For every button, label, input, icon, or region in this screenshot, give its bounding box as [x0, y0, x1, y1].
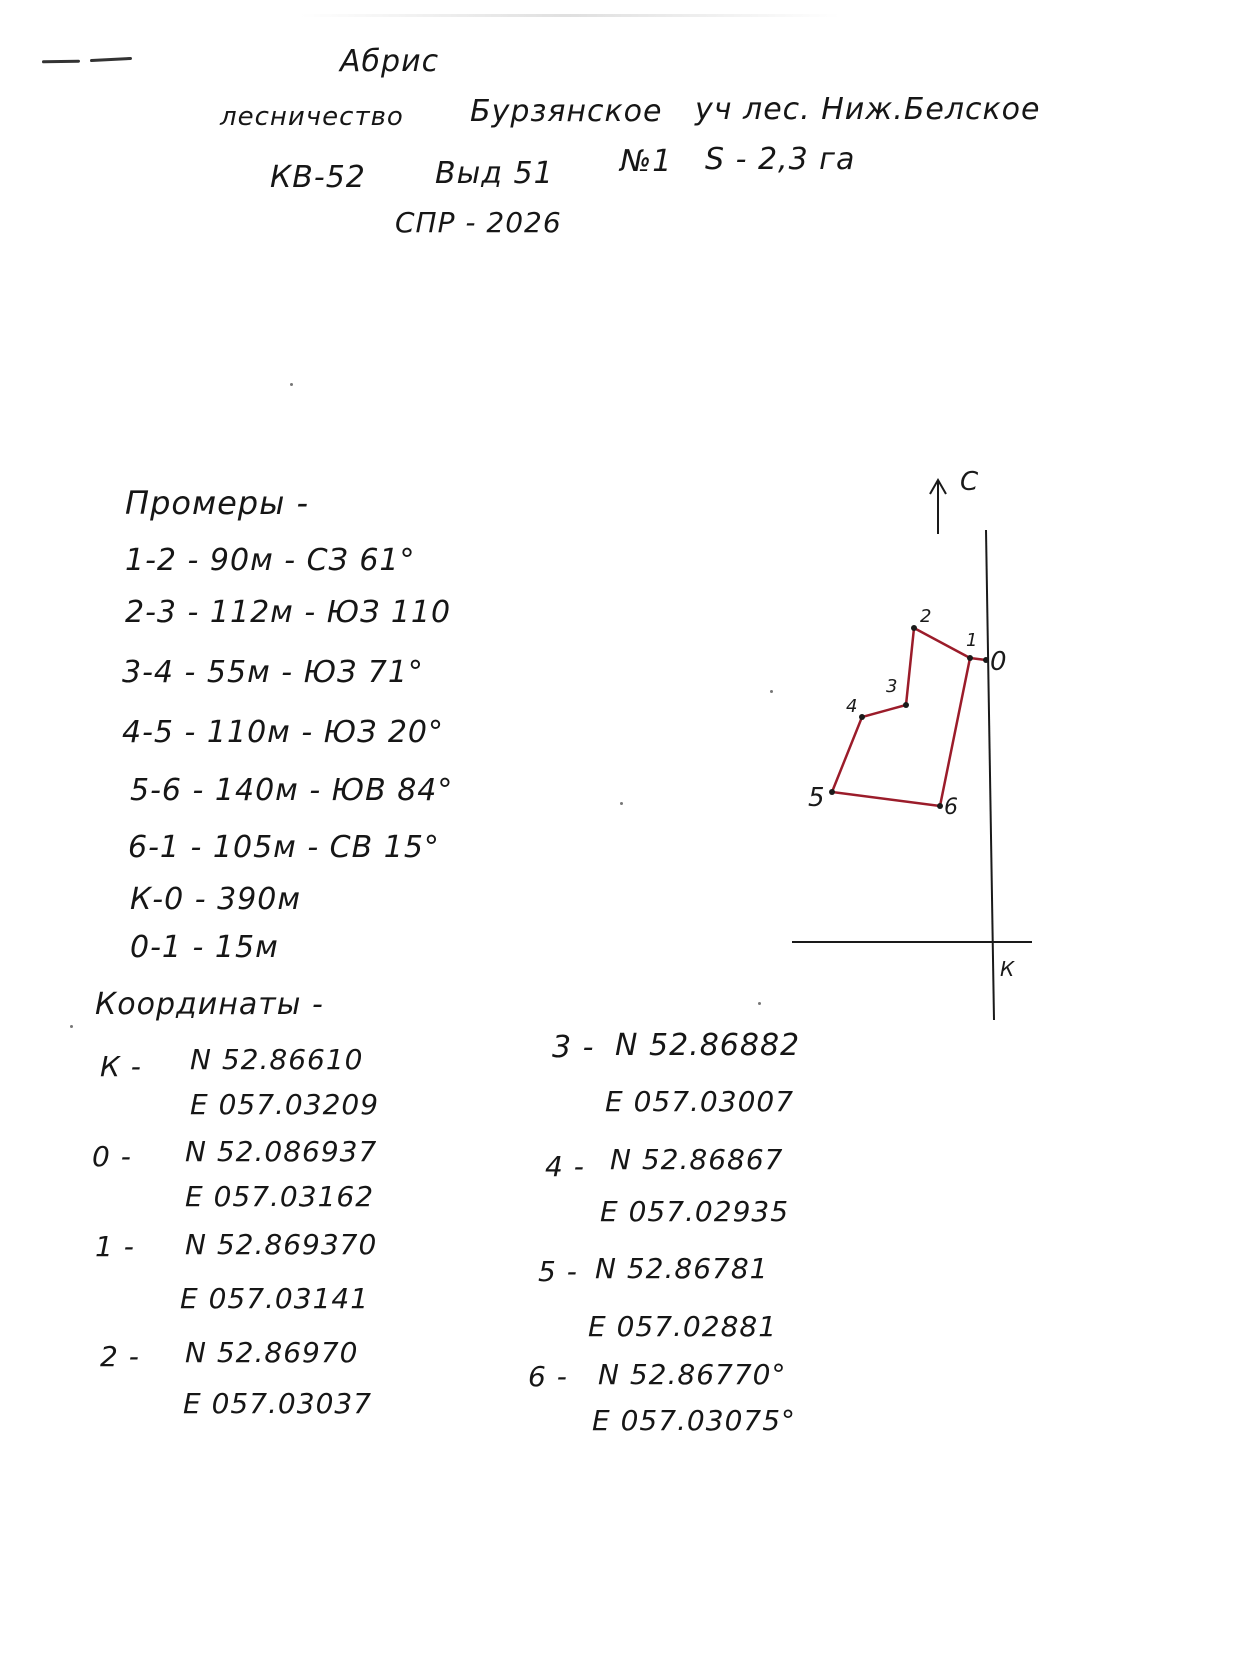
vertex-label: 1 — [966, 630, 978, 651]
scan-speck — [290, 383, 293, 386]
coord-longitude: E 057.03075° — [592, 1404, 797, 1437]
measurement-row: 1-2 - 90м - СЗ 61° — [125, 543, 416, 578]
vertex-marker — [903, 702, 909, 708]
start-point-label: К — [1000, 957, 1015, 981]
abris-title: Абрис — [340, 44, 440, 79]
coord-point-label: 0 - — [92, 1140, 132, 1173]
scan-edge-shadow — [300, 14, 840, 17]
coord-latitude: N 52.086937 — [185, 1135, 378, 1168]
coord-point-label: 1 - — [95, 1230, 135, 1263]
vertex-label: 3 — [886, 676, 898, 697]
plot-area: S - 2,3 га — [705, 142, 856, 177]
coord-point-label: 2 - — [100, 1340, 140, 1373]
coord-point-label: 3 - — [552, 1030, 595, 1065]
coord-latitude: N 52.86882 — [615, 1028, 801, 1063]
coord-latitude: N 52.86970 — [185, 1336, 359, 1369]
coord-longitude: E 057.03141 — [180, 1282, 370, 1315]
coord-latitude: N 52.86867 — [610, 1143, 784, 1176]
measurement-row: 0-1 - 15м — [130, 930, 279, 965]
quarter-number: КВ-52 — [270, 160, 366, 195]
coord-longitude: E 057.03007 — [605, 1085, 795, 1118]
coord-point-label: 5 - — [538, 1255, 578, 1288]
forestry-name: Бурзянское — [470, 94, 663, 129]
measurements-heading: Промеры - — [125, 484, 310, 522]
scribble-mark — [90, 57, 132, 62]
vertex-marker — [829, 789, 835, 795]
coord-longitude: E 057.02881 — [588, 1310, 778, 1343]
spr-year: СПР - 2026 — [395, 206, 562, 239]
vertical-axis-line — [986, 530, 994, 1020]
vertex-marker — [983, 657, 989, 663]
vertex-marker — [911, 625, 917, 631]
measurement-row: 5-6 - 140м - ЮВ 84° — [130, 773, 454, 808]
coord-longitude: E 057.03162 — [185, 1180, 375, 1213]
vertex-label: 5 — [808, 783, 825, 813]
coord-latitude: N 52.86770° — [598, 1358, 787, 1391]
measurement-row: 6-1 - 105м - СВ 15° — [128, 830, 440, 865]
coord-point-label: 4 - — [545, 1150, 585, 1183]
coord-point-label: 6 - — [528, 1360, 568, 1393]
plot-boundary — [832, 628, 970, 806]
vertex-label: 6 — [944, 795, 958, 820]
measurement-row: К-0 - 390м — [130, 882, 302, 917]
forest-district: уч лес. Ниж.Белское — [695, 92, 1041, 127]
measurement-row: 4-5 - 110м - ЮЗ 20° — [122, 715, 445, 750]
measurement-row: 3-4 - 55м - ЮЗ 71° — [122, 655, 424, 690]
coord-point-label: К - — [100, 1050, 142, 1083]
north-label: С — [960, 467, 979, 497]
coord-latitude: N 52.869370 — [185, 1228, 378, 1261]
coord-longitude: E 057.03037 — [183, 1387, 373, 1420]
scan-speck — [620, 802, 623, 805]
plot-number: №1 — [620, 144, 673, 179]
coord-longitude: E 057.02935 — [600, 1195, 790, 1228]
plot-sketch — [808, 467, 1120, 1100]
forestry-label: лесничество — [220, 102, 404, 132]
vertex-marker — [967, 655, 973, 661]
vertex-label: 4 — [846, 696, 858, 717]
scribble-mark — [42, 60, 80, 64]
measurement-row: 2-3 - 112м - ЮЗ 110 — [125, 595, 452, 630]
coord-latitude: N 52.86610 — [190, 1043, 364, 1076]
scan-speck — [770, 690, 773, 693]
origin-label: 0 — [990, 647, 1007, 677]
scan-speck — [758, 1002, 761, 1005]
allotment-number: Выд 51 — [435, 156, 554, 191]
vertex-label: 2 — [920, 606, 932, 627]
coord-longitude: E 057.03209 — [190, 1088, 380, 1121]
vertex-marker — [937, 803, 943, 809]
coord-latitude: N 52.86781 — [595, 1252, 769, 1285]
vertex-marker — [859, 714, 865, 720]
coordinates-heading: Координаты - — [95, 987, 324, 1022]
scan-speck — [70, 1025, 73, 1028]
